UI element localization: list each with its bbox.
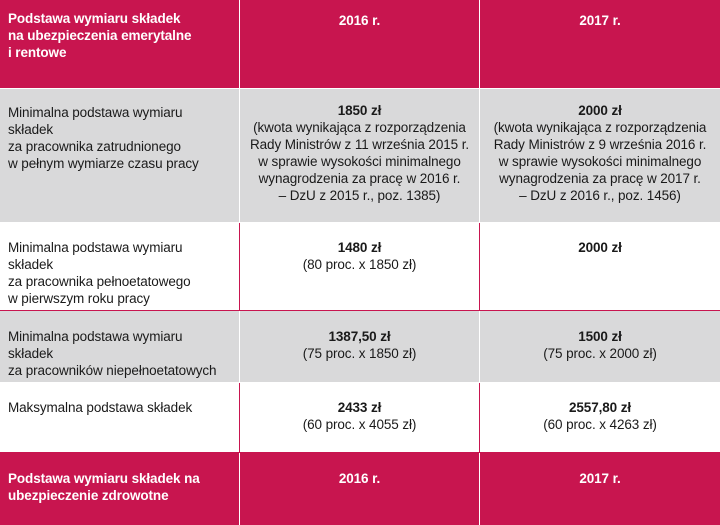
header-2016-cell <box>240 0 480 89</box>
header-2017: 2017 r. <box>579 13 621 28</box>
row-min-full-time-2016-cell <box>240 89 480 223</box>
footer-label: Podstawa wymiaru składek na ubezpieczenie zdrowotne <box>8 471 200 503</box>
footer-2017: 2017 r. <box>579 471 621 486</box>
row-first-year-2016-cell <box>240 223 480 311</box>
value-note: (60 proc. x 4263 zł) <box>543 417 657 432</box>
footer-2016: 2016 r. <box>338 471 381 486</box>
row-part-time-label-cell <box>0 311 240 383</box>
value-note: (80 proc. x 1850 zł) <box>302 257 417 272</box>
row-part-time-2016-cell <box>240 311 480 383</box>
header-2017-cell <box>480 0 720 89</box>
row-label: Minimalna podstawa wymiaru składek za pracowników niepełnoetatowych <box>8 329 217 378</box>
footer-2016-cell <box>240 453 480 525</box>
value-note: (75 proc. x 2000 zł) <box>543 346 657 361</box>
value-note: (60 proc. x 4055 zł) <box>302 417 417 432</box>
value-main: 1387,50 zł <box>328 329 391 344</box>
row-first-year-label-cell <box>0 223 240 311</box>
row-label: Maksymalna podstawa składek <box>8 400 193 415</box>
value-note: (kwota wynikająca z rozporządzenia Rady Ministrów z 11 września 2015 r. w sprawie wysokości minimalnego wynagrodzenia za pracę w 2016 r. – DzU z 2015 r., poz. 1385) <box>250 120 469 203</box>
value-main: 1500 zł <box>578 329 622 344</box>
header-2016: 2016 r. <box>338 13 381 28</box>
value-main: 2433 zł <box>337 400 382 415</box>
footer-label-cell <box>0 453 240 525</box>
row-label: Minimalna podstawa wymiaru składek za pracownika pełnoetatowego w pierwszym roku pracy <box>8 240 191 306</box>
header-label-cell <box>0 0 240 89</box>
value-main: 1850 zł <box>337 103 382 118</box>
value-main: 2557,80 zł <box>568 400 632 415</box>
row-min-full-time-label-cell <box>0 89 240 223</box>
row-min-full-time-2017-cell <box>480 89 720 223</box>
row-max-base-2016-cell <box>240 383 480 453</box>
row-part-time-2017-cell <box>480 311 720 383</box>
value-note: (kwota wynikająca z rozporządzenia Rady Ministrów z 9 września 2016 r. w sprawie wysokości minimalnego wynagrodzenia za pracę w 2017 r. – DzU z 2016 r., poz. 1456) <box>493 120 707 203</box>
value-main: 2000 zł <box>578 103 622 118</box>
header-label: Podstawa wymiaru składek na ubezpieczenia emerytalne i rentowe <box>8 11 192 60</box>
footer-2017-cell <box>480 453 720 525</box>
row-max-base-2017-cell <box>480 383 720 453</box>
value-main: 2000 zł <box>578 240 622 255</box>
value-note: (75 proc. x 1850 zł) <box>302 346 417 361</box>
row-first-year-2017-cell <box>480 223 720 311</box>
row-label: Minimalna podstawa wymiaru składek za pracownika zatrudnionego w pełnym wymiarze czasu pracy <box>8 105 199 171</box>
row-max-base-label-cell <box>0 383 240 453</box>
value-main: 1480 zł <box>337 240 382 255</box>
